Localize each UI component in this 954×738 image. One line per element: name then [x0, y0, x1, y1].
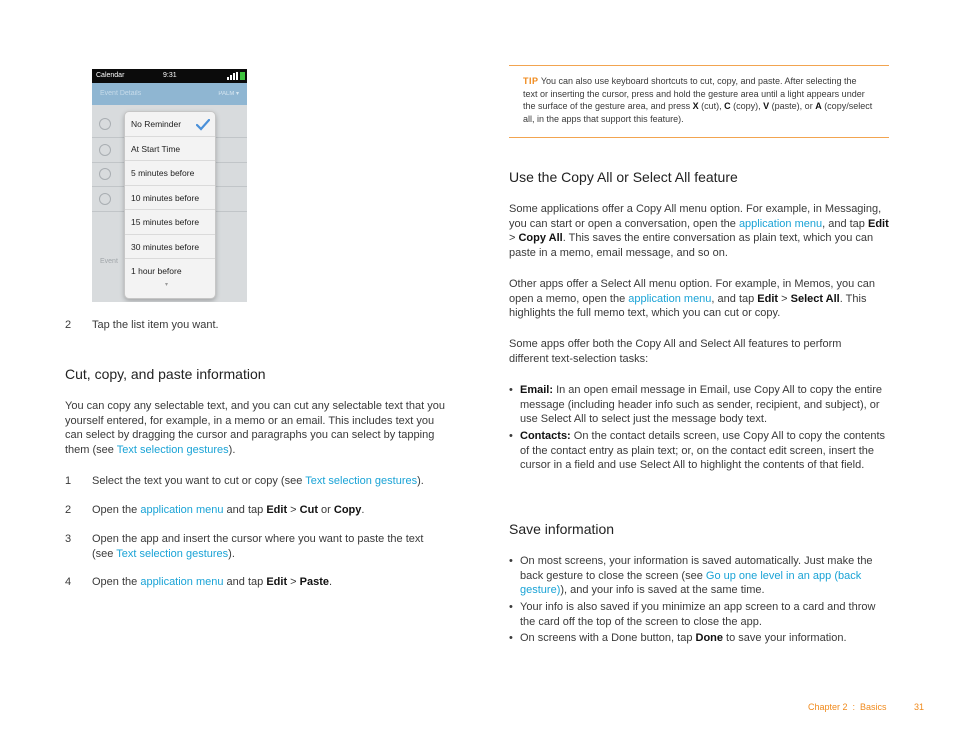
step-number: 2 — [65, 504, 72, 516]
event-label: Event — [100, 258, 118, 265]
tip-box — [509, 65, 889, 138]
step-text: Tap the list item you want. — [92, 319, 219, 331]
bullet-dot: • — [509, 555, 513, 567]
popup-option[interactable]: 30 minutes before — [125, 235, 215, 260]
popup-option[interactable]: 10 minutes before — [125, 186, 215, 211]
section-title-save-information: Save information — [509, 521, 615, 537]
battery-icon — [240, 72, 245, 80]
bullet-contacts: Contacts: On the contact details screen, use Copy All to copy the contents of the contact entry as plain text; or, on the contact edit screen, insert the cursor in a field and use Select All to highlight the contents of that field. — [520, 430, 886, 471]
page-number: 31 — [913, 702, 924, 712]
link-application-menu[interactable]: application menu — [140, 576, 224, 588]
tip-text: TIP You can also use keyboard shortcuts to cut, copy, and paste. After selecting the text or inserting the cursor, press and hold the gesture area until a light appears under the surface of the gesture area, and press X (cut), C (copy), V (paste), or A (copy/select all, in the apps that support this feature). — [523, 76, 873, 124]
header-title: Event Details — [100, 90, 142, 97]
phone-status-bar — [92, 69, 247, 83]
popup-option-no-reminder[interactable]: No Reminder — [125, 112, 215, 137]
step-text: Select the text you want to cut or copy (see Text selection gestures). — [92, 475, 424, 487]
popup-option[interactable]: 5 minutes before — [125, 161, 215, 186]
copy-all-paragraph: Some applications offer a Copy All menu option. For example, in Messaging, you can start or open a conversation, open the application menu, and tap Edit > Copy All. This saves the entire conversation as plain text, which you can paste in a memo, email message, and so on. — [509, 203, 889, 259]
link-application-menu[interactable]: application menu — [628, 292, 712, 305]
popup-option[interactable]: 15 minutes before — [125, 210, 215, 235]
bullet-dot: • — [509, 632, 513, 644]
bullet-minimize-card: Your info is also saved if you minimize an app screen to a card and throw the card off the top of the screen to close the app. — [520, 601, 876, 628]
step-text: Open the application menu and tap Edit > Cut or Copy. — [92, 504, 365, 516]
status-time: 9:31 — [163, 72, 177, 79]
status-app-name: Calendar — [96, 72, 125, 79]
save-bullets — [509, 554, 891, 649]
note-icon — [99, 193, 111, 205]
section-title-copy-all: Use the Copy All or Select All feature — [509, 169, 738, 185]
bullet-saved-automatically: On most screens, your information is saved automatically. Just make the back gesture to close the screen (see Go up one level in an app (back gesture)), and your info is saved at the same time. — [520, 555, 873, 596]
popup-option[interactable]: 1 hour before — [131, 266, 182, 276]
section-title-cut-copy-paste: Cut, copy, and paste information — [65, 366, 266, 382]
scroll-more-icon: ▾ — [165, 281, 169, 288]
checkmark-icon — [196, 119, 210, 131]
step-number: 2 — [65, 319, 72, 331]
step-number: 4 — [65, 576, 72, 588]
sync-icon — [99, 168, 111, 180]
calendar-screenshot — [92, 69, 247, 302]
step-text: Open the application menu and tap Edit > Paste. — [92, 576, 333, 588]
link-go-up-one-level[interactable]: Go up one level in an app (back gesture) — [520, 569, 862, 596]
step-text: Open the app and insert the cursor where you want to paste the text (see Text selection gestures). — [92, 533, 424, 560]
bullet-dot: • — [509, 384, 513, 396]
link-text-selection-gestures[interactable]: Text selection gestures — [116, 547, 229, 560]
footer-chapter: Chapter 2 : Basics — [808, 702, 887, 712]
reminder-popup-menu — [124, 111, 216, 299]
both-features-paragraph: Some apps offer both the Copy All and Select All features to perform different text-selection tasks: — [509, 338, 842, 365]
link-application-menu[interactable]: application menu — [738, 217, 823, 230]
bullet-dot: • — [509, 601, 513, 613]
bullet-dot: • — [509, 430, 513, 442]
link-text-selection-gestures[interactable]: Text selection gestures — [305, 475, 418, 487]
phone-header — [92, 83, 247, 105]
copy-all-bullets — [509, 383, 891, 483]
step-number: 1 — [65, 475, 72, 487]
link-text-selection-gestures[interactable]: Text selection gestures — [116, 443, 229, 456]
account-selector: PALM ▾ — [218, 91, 239, 97]
link-application-menu[interactable]: application menu — [140, 504, 224, 516]
popup-option[interactable]: At Start Time — [125, 137, 215, 162]
tip-label: TIP — [523, 76, 539, 86]
bullet-done-button: On screens with a Done button, tap Done to save your information. — [520, 632, 847, 644]
step-number: 3 — [65, 533, 72, 545]
repeat-icon — [99, 144, 111, 156]
select-all-paragraph: Other apps offer a Select All menu option. For example, in Memos, you can open a memo, open the application menu, and tap Edit > Select All. This highlights the full memo text, which you can cut or copy. — [509, 278, 876, 319]
intro-paragraph: You can copy any selectable text, and you can cut any selectable text that you yourself entered, for example, in a memo or an email. This includes text you can select by dragging the cursor and paragraphs you can select by tapping them (see Text selection gestures). — [65, 400, 445, 456]
reminder-icon — [99, 118, 111, 130]
bullet-email: Email: In an open email message in Email, use Copy All to copy the entire message (including header info such as sender, recipient, and subject), or use Select All to select just the message body text. — [520, 384, 882, 425]
signal-battery-icons — [219, 72, 245, 80]
page-footer — [808, 700, 924, 714]
